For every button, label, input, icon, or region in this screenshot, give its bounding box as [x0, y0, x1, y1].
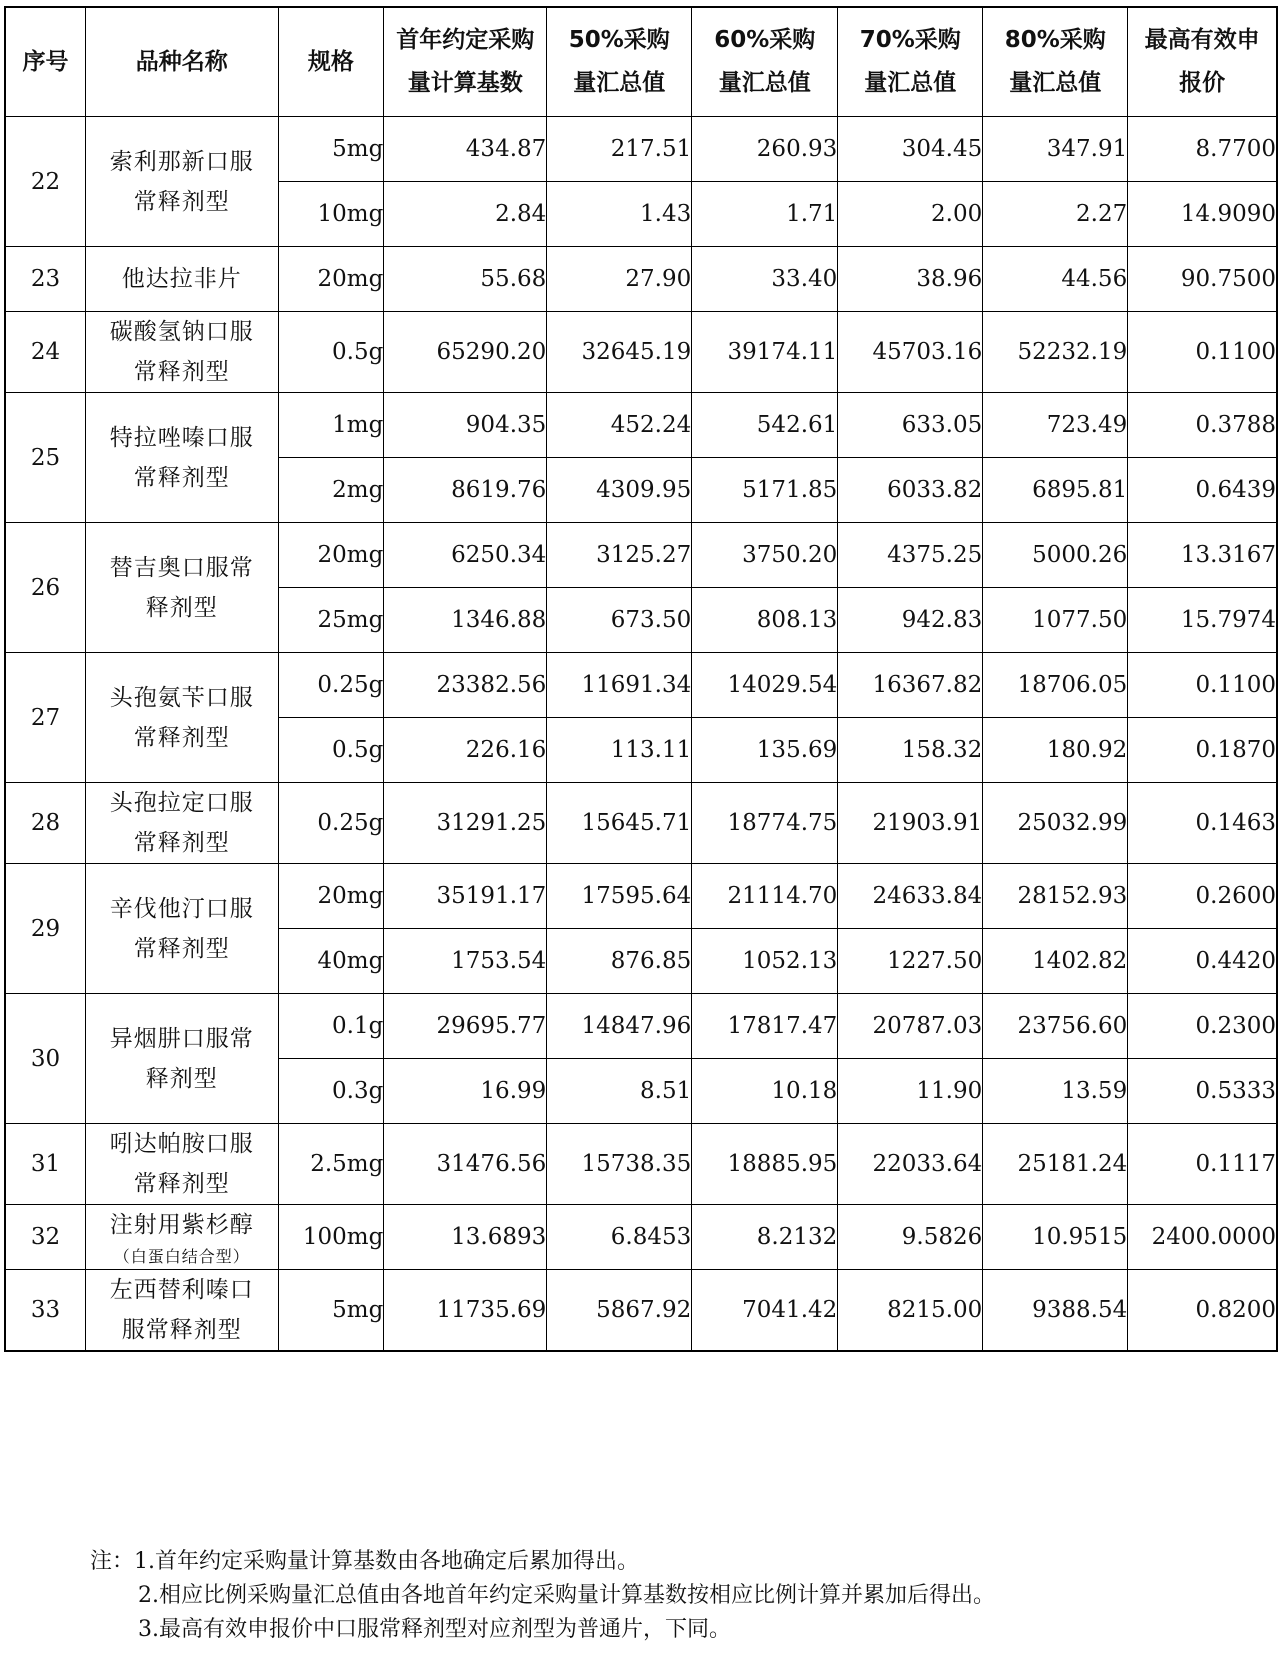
row-seq: 23 [5, 247, 85, 312]
cell-spec: 0.1g [278, 994, 384, 1059]
footnote-3: 3.最高有效申报价中口服常释剂型对应剂型为普通片，下同。 [138, 1617, 731, 1642]
cell-value-50: 6.8453 [547, 1205, 692, 1270]
row-seq: 31 [5, 1124, 85, 1205]
cell-base-value: 16.99 [384, 1059, 547, 1124]
drug-name [85, 1205, 278, 1270]
drug-name [85, 312, 278, 393]
cell-value-60: 39174.11 [692, 312, 838, 393]
row-seq: 29 [5, 864, 85, 994]
table-row [5, 312, 1277, 393]
cell-base-value: 1346.88 [384, 588, 547, 653]
cell-max-price: 14.9090 [1128, 182, 1277, 247]
cell-value-70: 38.96 [838, 247, 983, 312]
procurement-table [4, 6, 1278, 1352]
drug-name [85, 1270, 278, 1352]
drug-name [85, 247, 278, 312]
cell-max-price: 8.7700 [1128, 117, 1277, 182]
cell-value-60: 10.18 [692, 1059, 838, 1124]
cell-base-value: 2.84 [384, 182, 547, 247]
drug-name-text: 头孢氨苄口服常释剂型 [109, 684, 254, 751]
drug-name-subtext: （白蛋白结合型） [113, 1247, 250, 1266]
row-seq: 26 [5, 523, 85, 653]
cell-value-80: 6895.81 [983, 458, 1128, 523]
header-base: 首年约定采购量计算基数 [384, 7, 547, 117]
cell-value-70: 11.90 [838, 1059, 983, 1124]
cell-spec: 1mg [278, 393, 384, 458]
row-seq: 22 [5, 117, 85, 247]
cell-spec: 5mg [278, 1270, 384, 1352]
drug-name [85, 117, 278, 247]
footnotes [90, 1545, 1260, 1647]
drug-name-text: 注射用紫杉醇 [109, 1212, 254, 1238]
drug-name [85, 994, 278, 1124]
cell-max-price: 0.3788 [1128, 393, 1277, 458]
drug-name [85, 783, 278, 864]
cell-value-80: 28152.93 [983, 864, 1128, 929]
drug-name [85, 864, 278, 994]
drug-name [85, 653, 278, 783]
cell-value-50: 113.11 [547, 718, 692, 783]
cell-value-70: 22033.64 [838, 1124, 983, 1205]
cell-max-price: 0.4420 [1128, 929, 1277, 994]
row-seq: 32 [5, 1205, 85, 1270]
table-row [5, 1124, 1277, 1205]
table-row [5, 653, 1277, 718]
cell-spec: 40mg [278, 929, 384, 994]
cell-value-80: 2.27 [983, 182, 1128, 247]
cell-spec: 20mg [278, 864, 384, 929]
header-spec: 规格 [278, 7, 384, 117]
cell-value-80: 18706.05 [983, 653, 1128, 718]
drug-name [85, 1124, 278, 1205]
cell-value-70: 6033.82 [838, 458, 983, 523]
drug-name-text: 替吉奥口服常释剂型 [109, 554, 254, 621]
drug-name-text: 他达拉非片 [121, 266, 242, 292]
cell-value-70: 9.5826 [838, 1205, 983, 1270]
cell-max-price: 2400.0000 [1128, 1205, 1277, 1270]
table-row [5, 1270, 1277, 1352]
cell-base-value: 55.68 [384, 247, 547, 312]
cell-max-price: 0.1100 [1128, 312, 1277, 393]
cell-spec: 20mg [278, 247, 384, 312]
cell-value-50: 14847.96 [547, 994, 692, 1059]
cell-value-60: 18774.75 [692, 783, 838, 864]
cell-value-80: 52232.19 [983, 312, 1128, 393]
cell-value-60: 135.69 [692, 718, 838, 783]
header-50: 50%采购量汇总值 [547, 7, 692, 117]
cell-spec: 0.5g [278, 312, 384, 393]
cell-base-value: 434.87 [384, 117, 547, 182]
header-seq: 序号 [5, 7, 85, 117]
row-seq: 30 [5, 994, 85, 1124]
cell-base-value: 8619.76 [384, 458, 547, 523]
header-80: 80%采购量汇总值 [983, 7, 1128, 117]
header-60: 60%采购量汇总值 [692, 7, 838, 117]
cell-value-50: 11691.34 [547, 653, 692, 718]
cell-spec: 10mg [278, 182, 384, 247]
cell-value-60: 8.2132 [692, 1205, 838, 1270]
cell-value-70: 8215.00 [838, 1270, 983, 1352]
cell-value-80: 347.91 [983, 117, 1128, 182]
cell-base-value: 35191.17 [384, 864, 547, 929]
drug-name [85, 393, 278, 523]
cell-value-70: 633.05 [838, 393, 983, 458]
cell-value-80: 13.59 [983, 1059, 1128, 1124]
cell-base-value: 23382.56 [384, 653, 547, 718]
cell-value-60: 542.61 [692, 393, 838, 458]
cell-base-value: 31291.25 [384, 783, 547, 864]
cell-max-price: 0.8200 [1128, 1270, 1277, 1352]
row-seq: 33 [5, 1270, 85, 1352]
cell-spec: 0.3g [278, 1059, 384, 1124]
cell-value-80: 180.92 [983, 718, 1128, 783]
cell-value-80: 25032.99 [983, 783, 1128, 864]
cell-value-60: 1.71 [692, 182, 838, 247]
cell-spec: 0.25g [278, 653, 384, 718]
row-seq: 24 [5, 312, 85, 393]
cell-value-50: 1.43 [547, 182, 692, 247]
table-row [5, 247, 1277, 312]
cell-value-80: 723.49 [983, 393, 1128, 458]
table-row [5, 117, 1277, 182]
cell-value-80: 1077.50 [983, 588, 1128, 653]
row-seq: 28 [5, 783, 85, 864]
table-row [5, 783, 1277, 864]
cell-spec: 2.5mg [278, 1124, 384, 1205]
cell-value-60: 33.40 [692, 247, 838, 312]
cell-value-50: 32645.19 [547, 312, 692, 393]
cell-value-50: 217.51 [547, 117, 692, 182]
header-max-price: 最高有效申报价 [1128, 7, 1277, 117]
row-seq: 27 [5, 653, 85, 783]
table-row [5, 523, 1277, 588]
cell-value-70: 20787.03 [838, 994, 983, 1059]
header-name: 品种名称 [85, 7, 278, 117]
cell-value-50: 4309.95 [547, 458, 692, 523]
cell-value-50: 452.24 [547, 393, 692, 458]
cell-value-80: 5000.26 [983, 523, 1128, 588]
cell-value-70: 24633.84 [838, 864, 983, 929]
cell-value-50: 17595.64 [547, 864, 692, 929]
cell-value-70: 2.00 [838, 182, 983, 247]
table-row [5, 864, 1277, 929]
row-seq: 25 [5, 393, 85, 523]
header-70: 70%采购量汇总值 [838, 7, 983, 117]
drug-name-text: 辛伐他汀口服常释剂型 [109, 895, 254, 962]
cell-value-50: 15645.71 [547, 783, 692, 864]
cell-value-50: 8.51 [547, 1059, 692, 1124]
cell-base-value: 65290.20 [384, 312, 547, 393]
cell-spec: 2mg [278, 458, 384, 523]
cell-max-price: 0.6439 [1128, 458, 1277, 523]
cell-value-60: 21114.70 [692, 864, 838, 929]
cell-value-60: 7041.42 [692, 1270, 838, 1352]
table-row [5, 994, 1277, 1059]
cell-base-value: 11735.69 [384, 1270, 547, 1352]
cell-value-60: 14029.54 [692, 653, 838, 718]
cell-value-60: 5171.85 [692, 458, 838, 523]
cell-value-80: 23756.60 [983, 994, 1128, 1059]
table-row [5, 393, 1277, 458]
cell-value-70: 4375.25 [838, 523, 983, 588]
cell-value-60: 808.13 [692, 588, 838, 653]
cell-value-50: 3125.27 [547, 523, 692, 588]
cell-value-70: 304.45 [838, 117, 983, 182]
cell-base-value: 6250.34 [384, 523, 547, 588]
cell-value-80: 1402.82 [983, 929, 1128, 994]
cell-max-price: 15.7974 [1128, 588, 1277, 653]
cell-value-50: 5867.92 [547, 1270, 692, 1352]
cell-value-80: 10.9515 [983, 1205, 1128, 1270]
cell-max-price: 0.5333 [1128, 1059, 1277, 1124]
drug-name-text: 左西替利嗪口服常释剂型 [109, 1277, 254, 1343]
drug-name-text: 头孢拉定口服常释剂型 [109, 790, 254, 856]
cell-value-50: 27.90 [547, 247, 692, 312]
footnote-2: 2.相应比例采购量汇总值由各地首年约定采购量计算基数按相应比例计算并累加后得出。 [138, 1583, 995, 1608]
cell-max-price: 0.1100 [1128, 653, 1277, 718]
cell-max-price: 90.7500 [1128, 247, 1277, 312]
cell-value-80: 25181.24 [983, 1124, 1128, 1205]
cell-value-60: 260.93 [692, 117, 838, 182]
cell-spec: 25mg [278, 588, 384, 653]
table-body [5, 117, 1277, 1352]
cell-value-60: 18885.95 [692, 1124, 838, 1205]
cell-value-50: 673.50 [547, 588, 692, 653]
cell-value-80: 9388.54 [983, 1270, 1128, 1352]
cell-spec: 100mg [278, 1205, 384, 1270]
drug-name [85, 523, 278, 653]
drug-name-text: 特拉唑嗪口服常释剂型 [109, 424, 254, 491]
cell-base-value: 226.16 [384, 718, 547, 783]
cell-base-value: 29695.77 [384, 994, 547, 1059]
cell-max-price: 0.1117 [1128, 1124, 1277, 1205]
cell-value-70: 21903.91 [838, 783, 983, 864]
cell-max-price: 0.1870 [1128, 718, 1277, 783]
cell-value-50: 876.85 [547, 929, 692, 994]
cell-value-70: 16367.82 [838, 653, 983, 718]
cell-value-70: 942.83 [838, 588, 983, 653]
cell-spec: 0.25g [278, 783, 384, 864]
cell-spec: 5mg [278, 117, 384, 182]
table-row [5, 1205, 1277, 1270]
cell-max-price: 0.2600 [1128, 864, 1277, 929]
drug-name-text: 吲达帕胺口服常释剂型 [109, 1131, 254, 1197]
cell-value-70: 45703.16 [838, 312, 983, 393]
cell-max-price: 0.2300 [1128, 994, 1277, 1059]
cell-base-value: 13.6893 [384, 1205, 547, 1270]
cell-value-60: 17817.47 [692, 994, 838, 1059]
drug-name-text: 碳酸氢钠口服常释剂型 [109, 319, 254, 385]
cell-max-price: 13.3167 [1128, 523, 1277, 588]
cell-base-value: 31476.56 [384, 1124, 547, 1205]
cell-value-60: 1052.13 [692, 929, 838, 994]
cell-base-value: 1753.54 [384, 929, 547, 994]
cell-spec: 20mg [278, 523, 384, 588]
drug-name-text: 异烟肼口服常释剂型 [109, 1025, 254, 1092]
cell-value-50: 15738.35 [547, 1124, 692, 1205]
drug-name-text: 索利那新口服常释剂型 [109, 148, 254, 215]
cell-base-value: 904.35 [384, 393, 547, 458]
cell-value-80: 44.56 [983, 247, 1128, 312]
cell-value-60: 3750.20 [692, 523, 838, 588]
cell-value-70: 158.32 [838, 718, 983, 783]
cell-value-70: 1227.50 [838, 929, 983, 994]
cell-max-price: 0.1463 [1128, 783, 1277, 864]
footnote-1: 注：1.首年约定采购量计算基数由各地确定后累加得出。 [90, 1549, 639, 1574]
cell-spec: 0.5g [278, 718, 384, 783]
table-header-row [5, 7, 1277, 117]
